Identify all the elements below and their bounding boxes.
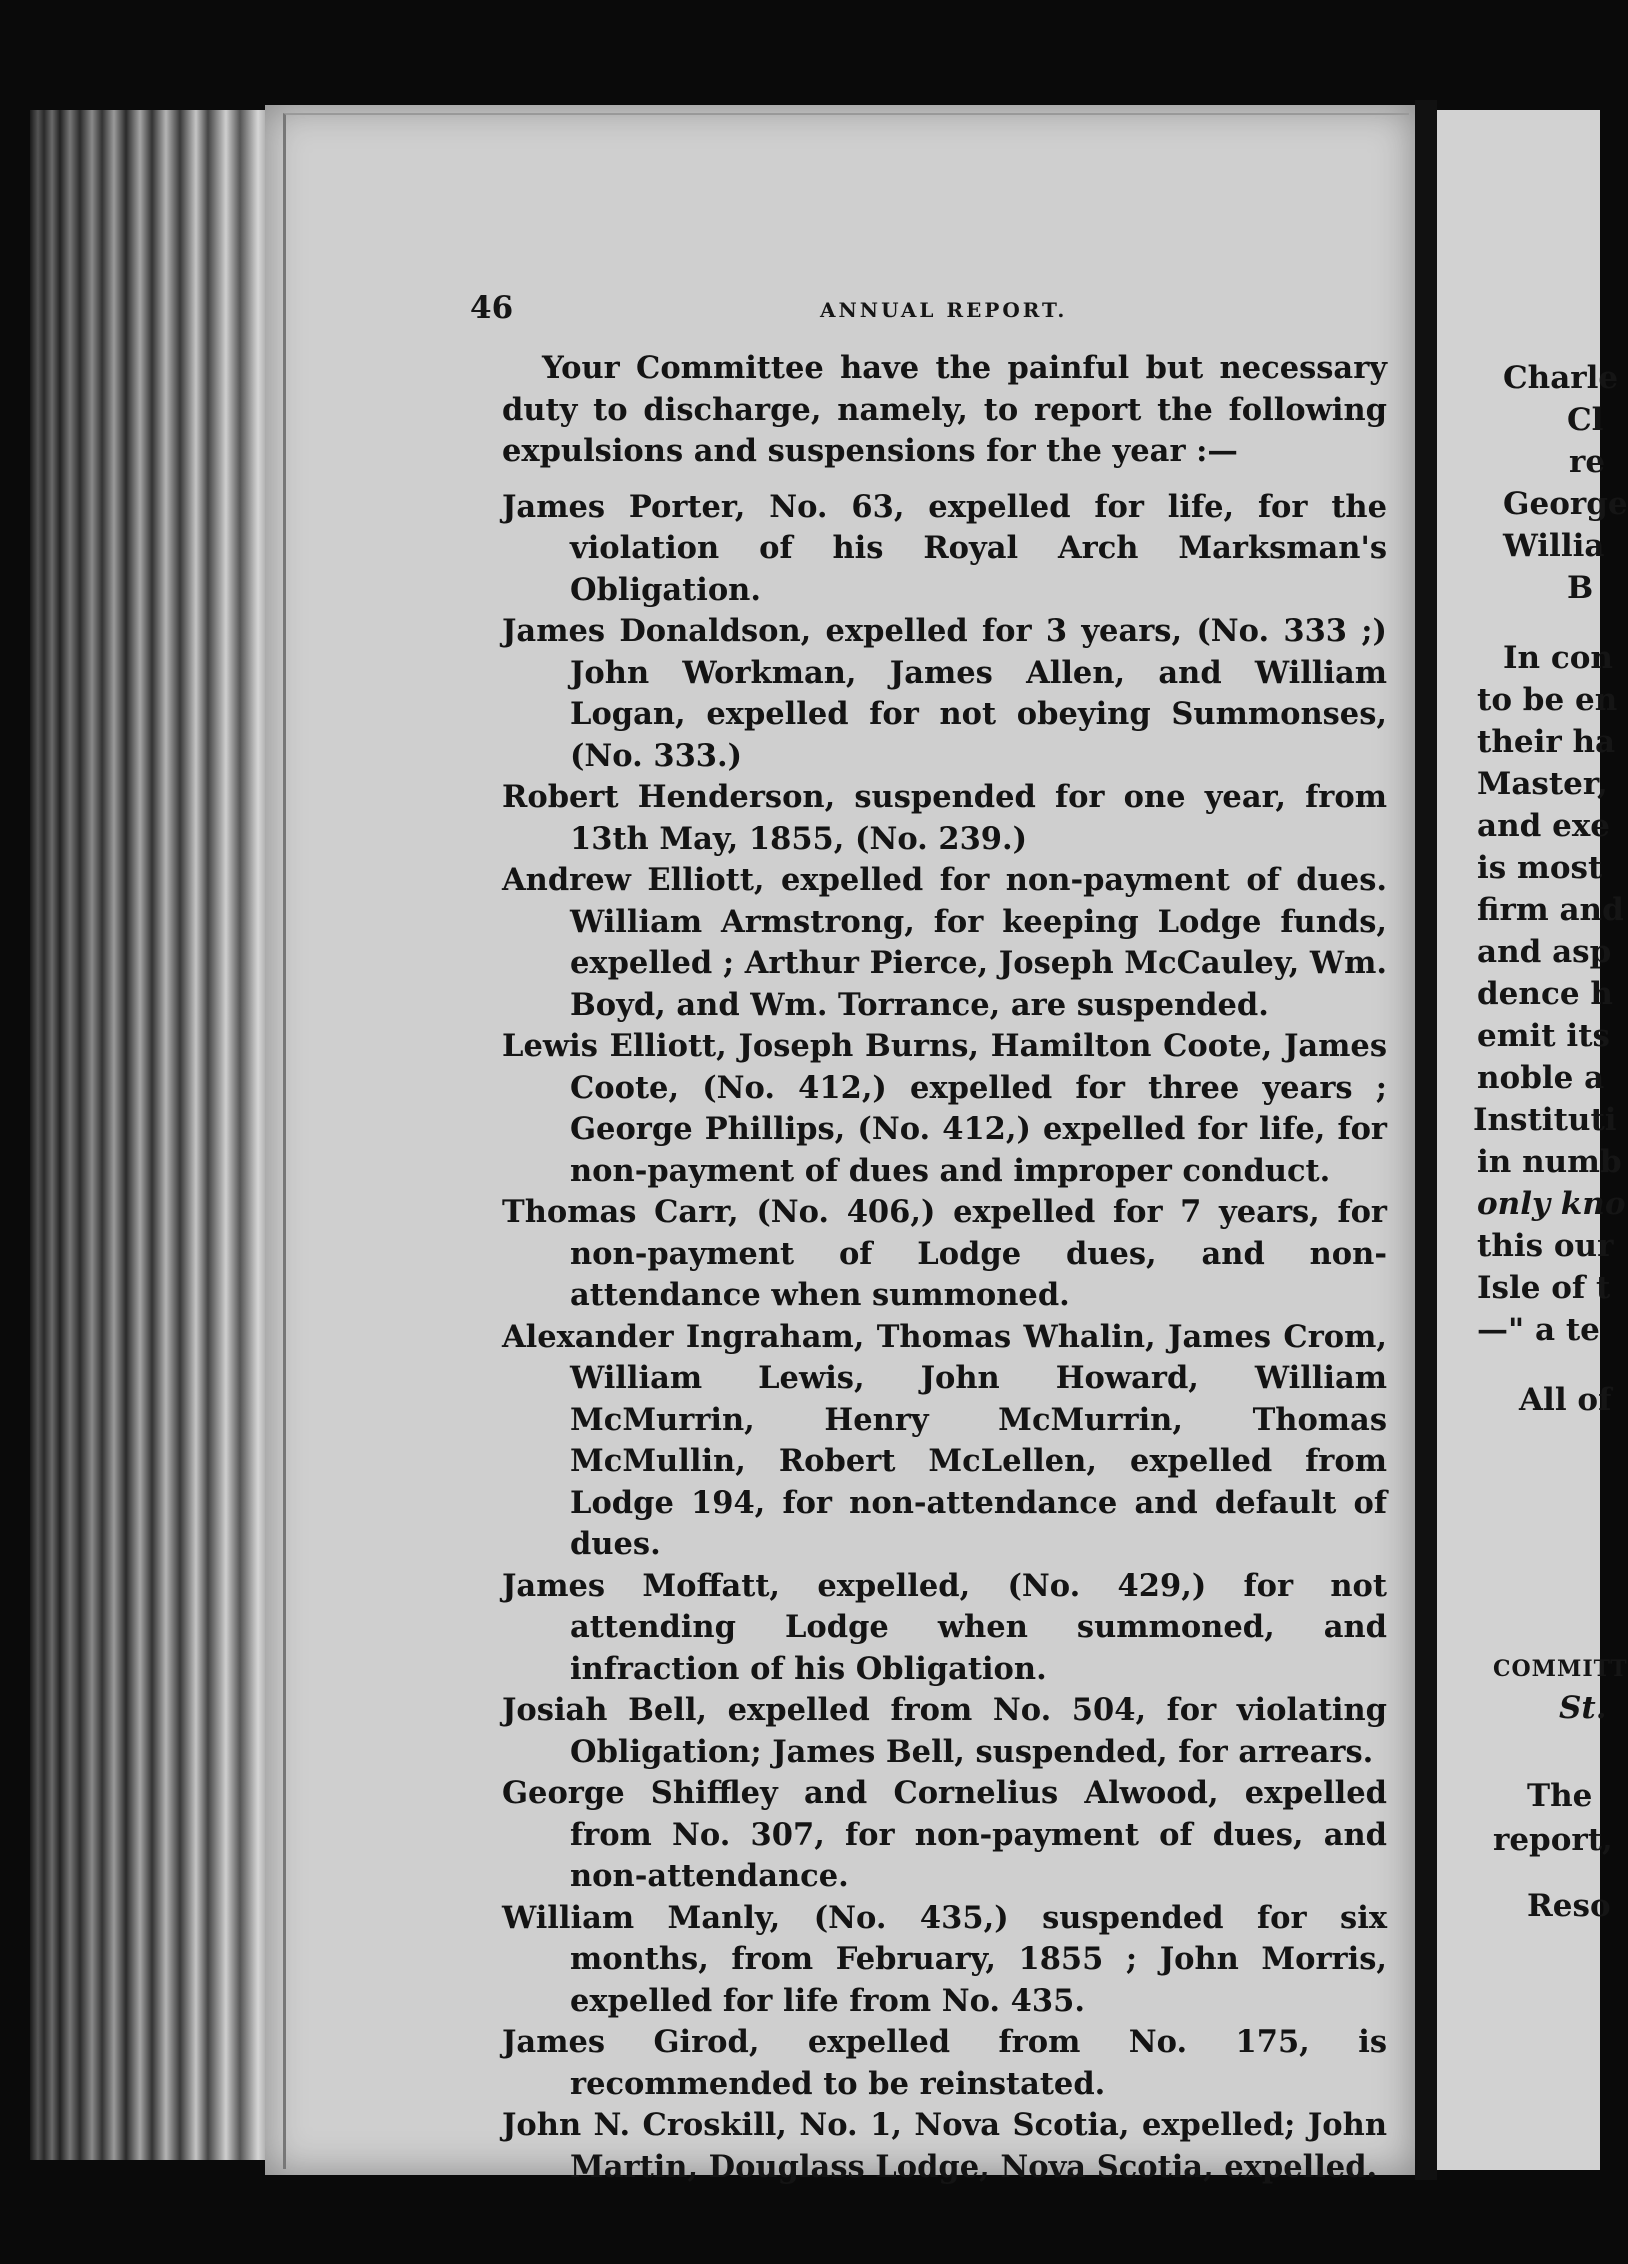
report-body: [502, 348, 1387, 2188]
expulsion-entry: Lewis Elliott, Joseph Burns, Hamilton Coote, James Coote, (No. 412,) expelled for three years ; George Phillips, (No. 412,) expelled for life, for non-payment of dues and improper conduct.: [502, 1028, 1387, 1189]
page-number: 46: [470, 290, 514, 326]
book-gutter: [1415, 100, 1437, 2180]
fragment-line: report,: [1493, 1822, 1613, 1858]
fragment-line: and exe: [1477, 808, 1611, 844]
expulsion-entry: James Girod, expelled from No. 175, is recommended to be reinstated.: [502, 2024, 1387, 2102]
expulsion-entry: James Moffatt, expelled, (No. 429,) for not attending Lodge when summoned, and infraction of his Obligation.: [502, 1567, 1387, 1687]
fragment-line: dence h: [1477, 976, 1613, 1012]
fragment-line: is most: [1477, 850, 1603, 886]
expulsion-entry: John N. Croskill, No. 1, Nova Scotia, expelled; John Martin, Douglass Lodge, Nova Scotia, expelled.: [502, 2107, 1387, 2185]
expulsion-entry: James Porter, No. 63, expelled for life, for the violation of his Royal Arch Marksman's Obligation.: [502, 488, 1387, 608]
fragment-line: Cl: [1567, 402, 1604, 438]
page-header: [470, 290, 1390, 330]
running-head: ANNUAL REPORT.: [820, 298, 1068, 322]
expulsion-entry: Robert Henderson, suspended for one year, from 13th May, 1855, (No. 239.): [502, 779, 1387, 857]
fragment-line: All of: [1519, 1382, 1612, 1418]
expulsion-entry: Alexander Ingraham, Thomas Whalin, James Crom, William Lewis, John Howard, William McMurrin, Henry McMurrin, Thomas McMullin, Robert McLellen, expelled from Lodge 194, for non-attendance and default of dues.: [502, 1318, 1387, 1562]
expulsion-entry: Andrew Elliott, expelled for non-payment of dues. William Armstrong, for keeping Lodge funds, expelled ; Arthur Pierce, Joseph McCauley, Wm. Boyd, and Wm. Torrance, are suspended.: [502, 862, 1387, 1023]
fragment-line: Master,: [1477, 766, 1608, 802]
fragment-line: only kno: [1477, 1186, 1626, 1222]
fragment-line: noble a: [1477, 1060, 1605, 1096]
fragment-line: —" a te: [1477, 1312, 1600, 1348]
fragment-line: this our: [1477, 1228, 1614, 1264]
fragment-line: in numb: [1477, 1144, 1622, 1180]
fragment-line: Willia: [1503, 528, 1605, 564]
fragment-line: In con: [1503, 640, 1613, 676]
intro-paragraph: Your Committee have the painful but necessary duty to discharge, namely, to report the following expulsions and suspensions for the year :—: [502, 350, 1387, 469]
fragment-line: George: [1503, 486, 1628, 522]
fragment-line: COMMITT: [1493, 1656, 1628, 1682]
fragment-line: their ha: [1477, 724, 1616, 760]
fragment-line: emit its: [1477, 1018, 1610, 1054]
fragment-line: firm and: [1477, 892, 1624, 928]
fragment-line: to be en: [1477, 682, 1618, 718]
right-page-fragment: [1437, 110, 1628, 2170]
fragment-line: Reso: [1527, 1888, 1611, 1924]
book-fore-edge: [30, 110, 280, 2160]
fragment-line: B: [1567, 570, 1594, 606]
expulsion-entry: Josiah Bell, expelled from No. 504, for violating Obligation; James Bell, suspended, for arrears.: [502, 1692, 1387, 1770]
fragment-line: Charle: [1503, 360, 1619, 396]
fragment-line: Isle of t: [1477, 1270, 1611, 1306]
expulsion-entry: Thomas Carr, (No. 406,) expelled for 7 years, for non-payment of Lodge dues, and non-attendance when summoned.: [502, 1194, 1387, 1313]
expulsion-entry: William Manly, (No. 435,) suspended for six months, from February, 1855 ; John Morris, expelled for life from No. 435.: [502, 1899, 1387, 2019]
fragment-line: re: [1569, 444, 1606, 480]
fragment-line: and asp: [1477, 934, 1612, 970]
expulsion-entry: George Shiffley and Cornelius Alwood, expelled from No. 307, for non-payment of dues, and non-attendance.: [502, 1775, 1387, 1894]
fragment-line: Instituti: [1473, 1102, 1617, 1138]
fragment-line: The: [1527, 1778, 1593, 1814]
fragment-line: St.: [1559, 1690, 1607, 1726]
expulsion-entry: James Donaldson, expelled for 3 years, (No. 333 ;) John Workman, James Allen, and William Logan, expelled for not obeying Summonses, (No. 333.): [502, 613, 1387, 774]
